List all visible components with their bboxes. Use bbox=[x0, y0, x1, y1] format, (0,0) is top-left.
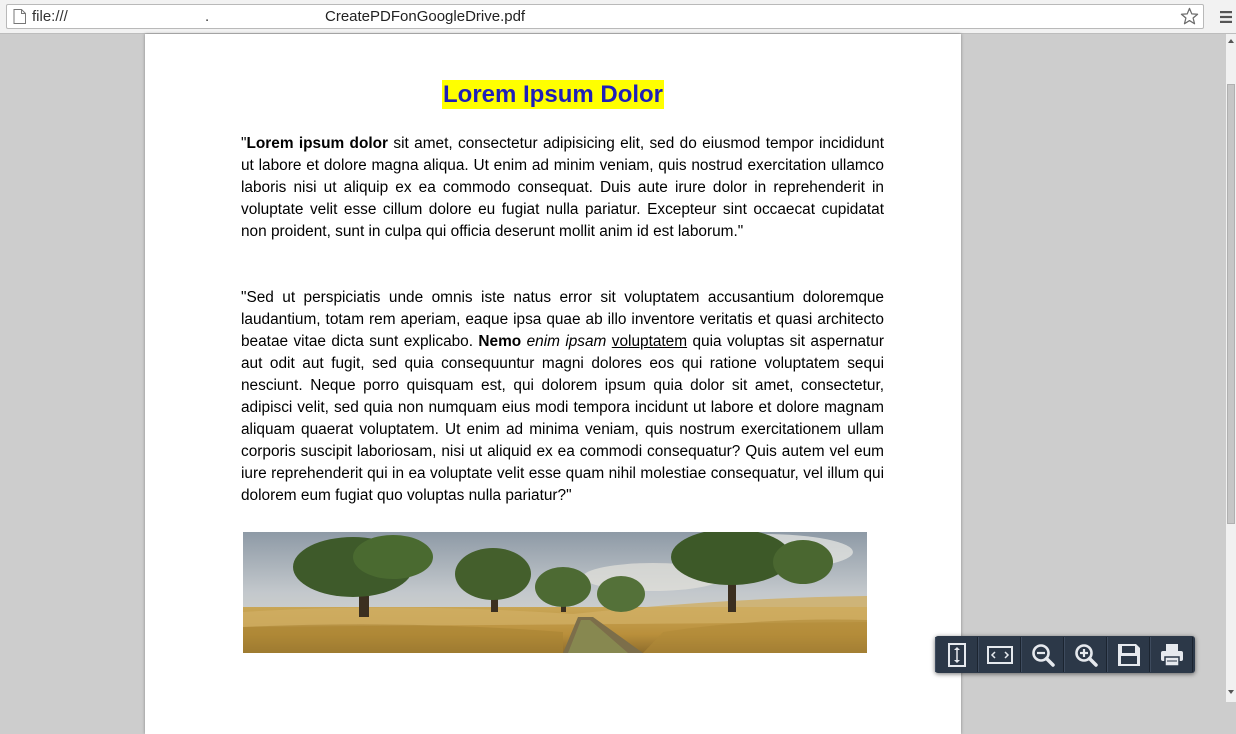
fit-page-button[interactable] bbox=[935, 637, 978, 672]
bold-word: Nemo bbox=[478, 333, 522, 350]
pdf-toolbar bbox=[935, 636, 1195, 673]
page-icon bbox=[13, 9, 26, 24]
paragraph-1 bbox=[241, 133, 884, 243]
address-bar[interactable] bbox=[6, 4, 1204, 29]
scrollbar-thumb[interactable] bbox=[1227, 84, 1235, 524]
save-icon bbox=[1116, 642, 1142, 668]
quote-mark: " bbox=[241, 135, 247, 152]
url-scheme: file:/// bbox=[32, 8, 68, 25]
paragraph-2-start: "Sed ut perspiciatis unde omnis iste natus error sit voluptatem accusantium doloremque laudantium, totam rem aperiam, eaque ipsa quae ab illo inventore veritatis et quasi architecto beatae vitae dicta sunt explicabo. bbox=[241, 289, 884, 350]
star-icon[interactable] bbox=[1180, 7, 1199, 26]
bold-lead: Lorem ipsum dolor bbox=[246, 135, 389, 152]
vertical-scrollbar[interactable] bbox=[1226, 34, 1236, 702]
paragraph-1-text: sit amet, consectetur adipisicing elit, sed do eiusmod tempor incididunt ut labore et dolore magna aliqua. Ut enim ad minim veniam, quis nostrud exercitation ullamco laboris nisi ut aliquip ex ea commodo consequat. Duis aute irure dolor in reprehenderit in voluptate velit esse cillum dolore eu fugiat nulla pariatur. Excepteur sint occaecat cupidatat non proident, sunt in culpa qui officia deserunt mollit anim id est laborum." bbox=[241, 135, 884, 240]
url-filename: CreatePDFonGoogleDrive.pdf bbox=[325, 8, 526, 25]
fit-to-page-icon bbox=[944, 642, 970, 668]
pdf-viewport[interactable] bbox=[0, 34, 1226, 702]
fit-width-button[interactable] bbox=[978, 637, 1021, 672]
paragraph-2-end: quia voluptas sit aspernatur aut odit aut fugit, sed quia consequuntur magni dolores eos qui ratione voluptatem sequi nesciunt. Neque porro quisquam est, qui dolorem ipsum quia dolor sit amet, consectetur, adipisci velit, sed quia non numquam eius modi tempora incidunt ut labore et dolore magnam aliquam quaerat voluptatem. Ut enim ad minima veniam, quis nostrum exercitationem ullam corporis suscipit laboriosam, nisi ut aliquid ex ea commodi consequatur? Quis autem vel eum iure reprehenderit qui in ea voluptate velit esse quam nihil molestiae consequatur, vel illum qui dolorem eum fugiat quo voluptas nulla pariatur?" bbox=[241, 333, 885, 504]
print-icon bbox=[1159, 642, 1185, 668]
underlined-word: voluptatem bbox=[611, 333, 688, 350]
landscape-image bbox=[243, 532, 867, 653]
pdf-page bbox=[145, 34, 961, 734]
browser-toolbar bbox=[0, 0, 1236, 34]
document-title: Lorem Ipsum Dolor bbox=[443, 81, 664, 108]
zoom-in-button[interactable] bbox=[1064, 637, 1107, 672]
url-path-fragment: . bbox=[205, 8, 210, 25]
italic-phrase: enim ipsam bbox=[526, 333, 607, 350]
zoom-out-button[interactable] bbox=[1021, 637, 1064, 672]
hamburger-menu-icon[interactable] bbox=[1219, 10, 1233, 24]
scroll-down-arrow-icon[interactable] bbox=[1227, 688, 1235, 696]
zoom-out-icon bbox=[1030, 642, 1056, 668]
fit-to-width-icon bbox=[987, 642, 1013, 668]
zoom-in-icon bbox=[1073, 642, 1099, 668]
save-button[interactable] bbox=[1107, 637, 1150, 672]
paragraph-2 bbox=[241, 287, 884, 507]
scroll-up-arrow-icon[interactable] bbox=[1227, 37, 1235, 45]
print-button[interactable] bbox=[1150, 637, 1193, 672]
